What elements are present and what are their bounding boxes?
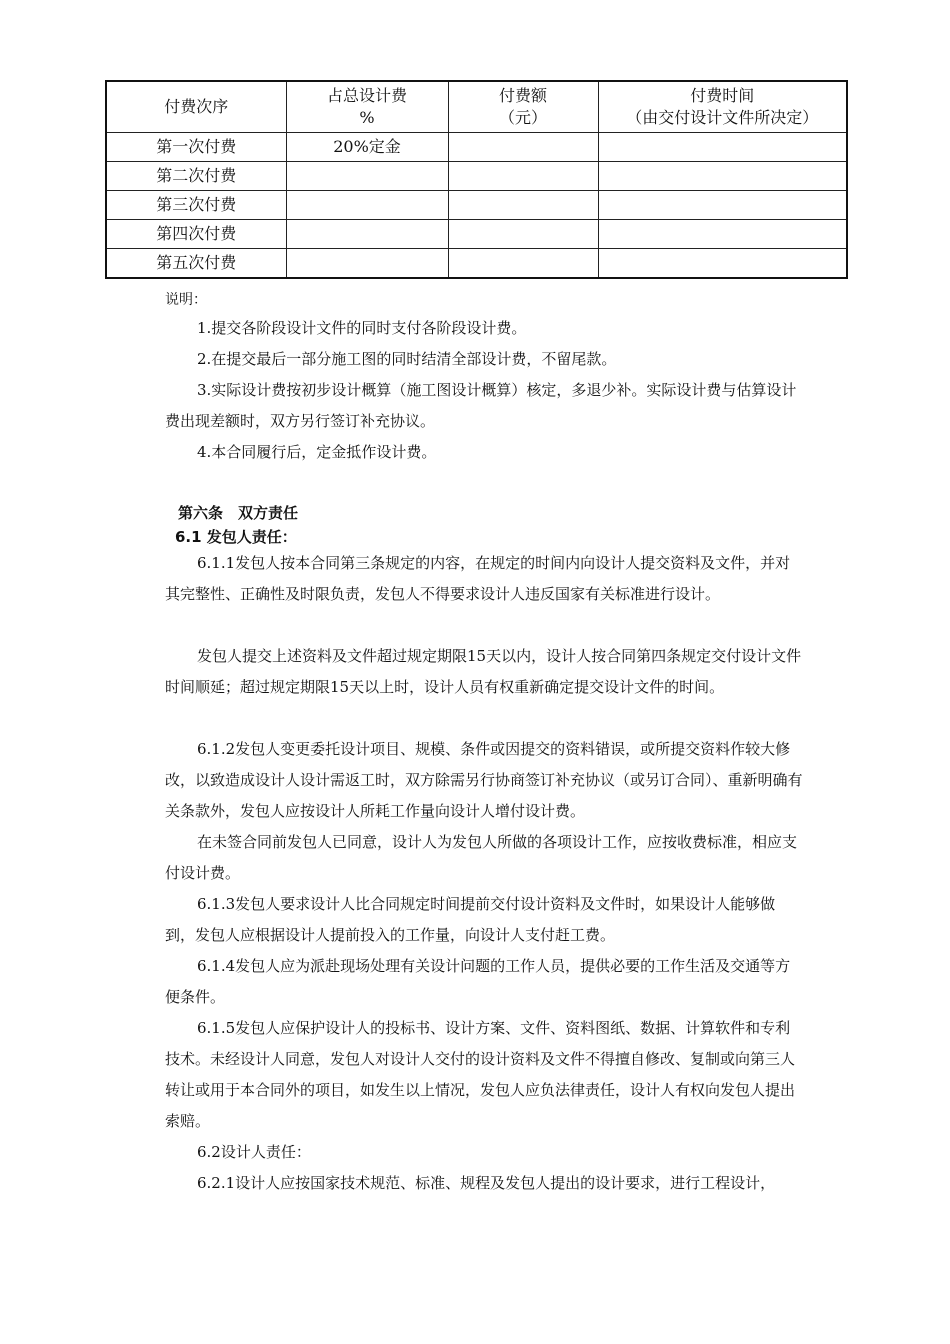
paragraph-pre-contract: 在未签合同前发包人已同意，设计人为发包人所做的各项设计工作，应按收费标准，相应支付设计费。: [165, 833, 798, 882]
note-item-1: 1.提交各阶段设计文件的同时支付各阶段设计费。: [197, 319, 527, 337]
section-6-1-title: 6.1 发包人责任：: [175, 528, 297, 546]
table-cell: 20%定金: [286, 133, 448, 162]
paragraph-6-1-3: 6.1.3发包人要求设计人比合同规定时间提前交付设计资料及文件时，如果设计人能够做到，发包人应根据设计人提前投入的工作量，向设计人支付赶工费。: [165, 895, 776, 944]
note-item-4: 4.本合同履行后，定金抵作设计费。: [197, 443, 437, 461]
table-cell: 第四次付费: [106, 220, 286, 249]
paragraph-6-1-2: 6.1.2发包人变更委托设计项目、规模、条件或因提交的资料错误，或所提交资料作较大修改，以致造成设计人设计需返工时，双方除需另行协商签订补充协议（或另订合同）、重新明确有关条款外，发包人应按设计人所耗工作量向设计人增付设计费。: [165, 740, 803, 820]
paragraph-6-1-5: 6.1.5发包人应保护设计人的投标书、设计方案、文件、资料图纸、数据、计算软件和专利技术。未经设计人同意，发包人对设计人交付的设计资料及文件不得擅自修改、复制或向第三人转让或用于本合同外的项目，如发生以上情况，发包人应负法律责任，设计人有权向发包人提出索赔。: [165, 1019, 796, 1130]
table-cell: 第三次付费: [106, 191, 286, 220]
table-cell: [598, 133, 847, 162]
section-6-2-title: 6.2设计人责任：: [197, 1143, 311, 1161]
table-cell: [598, 249, 847, 279]
table-cell: [448, 249, 598, 279]
table-cell: [448, 162, 598, 191]
table-cell: [286, 191, 448, 220]
table-row: [106, 220, 847, 249]
paragraph-6-2-1: 6.2.1设计人应按国家技术规范、标准、规程及发包人提出的设计要求，进行工程设计，: [197, 1174, 776, 1192]
note-item-3: 3.实际设计费按初步设计概算（施工图设计概算）核定，多退少补。实际设计费与估算设计费出现差额时，双方另行签订补充协议。: [165, 381, 797, 430]
paragraph-6-1-4: 6.1.4发包人应为派赴现场处理有关设计问题的工作人员，提供必要的工作生活及交通等方便条件。: [165, 957, 791, 1006]
table-row: [106, 249, 847, 279]
table-cell: [448, 220, 598, 249]
paragraph-6-1-1: 6.1.1发包人按本合同第三条规定的内容，在规定的时间内向设计人提交资料及文件，并对其完整性、正确性及时限负责，发包人不得要求设计人违反国家有关标准进行设计。: [165, 554, 791, 603]
table-cell: [598, 220, 847, 249]
table-cell: 第一次付费: [106, 133, 286, 162]
header-percent: 占总设计费 %: [286, 81, 448, 133]
header-payment-time: 付费时间 （由交付设计文件所决定）: [598, 81, 847, 133]
table-header-row: [106, 81, 847, 133]
table-row: [106, 191, 847, 220]
table-cell: [286, 162, 448, 191]
note-item-2: 2.在提交最后一部分施工图的同时结清全部设计费，不留尾款。: [197, 350, 617, 368]
table-row: [106, 162, 847, 191]
header-amount: 付费额 （元）: [448, 81, 598, 133]
table-cell: [286, 249, 448, 279]
table-cell: 第二次付费: [106, 162, 286, 191]
notes-title: 说明：: [165, 292, 207, 308]
header-payment-order: 付费次序: [106, 81, 286, 133]
table-cell: [448, 133, 598, 162]
paragraph-deadline: 发包人提交上述资料及文件超过规定期限15天以内，设计人按合同第四条规定交付设计文件时间顺延；超过规定期限15天以上时，设计人员有权重新确定提交设计文件的时间。: [165, 647, 802, 696]
table-cell: [598, 162, 847, 191]
table-cell: 第五次付费: [106, 249, 286, 279]
table-cell: [448, 191, 598, 220]
table-row: [106, 133, 847, 162]
article-title: 第六条 双方责任: [178, 504, 299, 522]
payment-schedule-table: [105, 80, 848, 279]
table-cell: [598, 191, 847, 220]
table-cell: [286, 220, 448, 249]
